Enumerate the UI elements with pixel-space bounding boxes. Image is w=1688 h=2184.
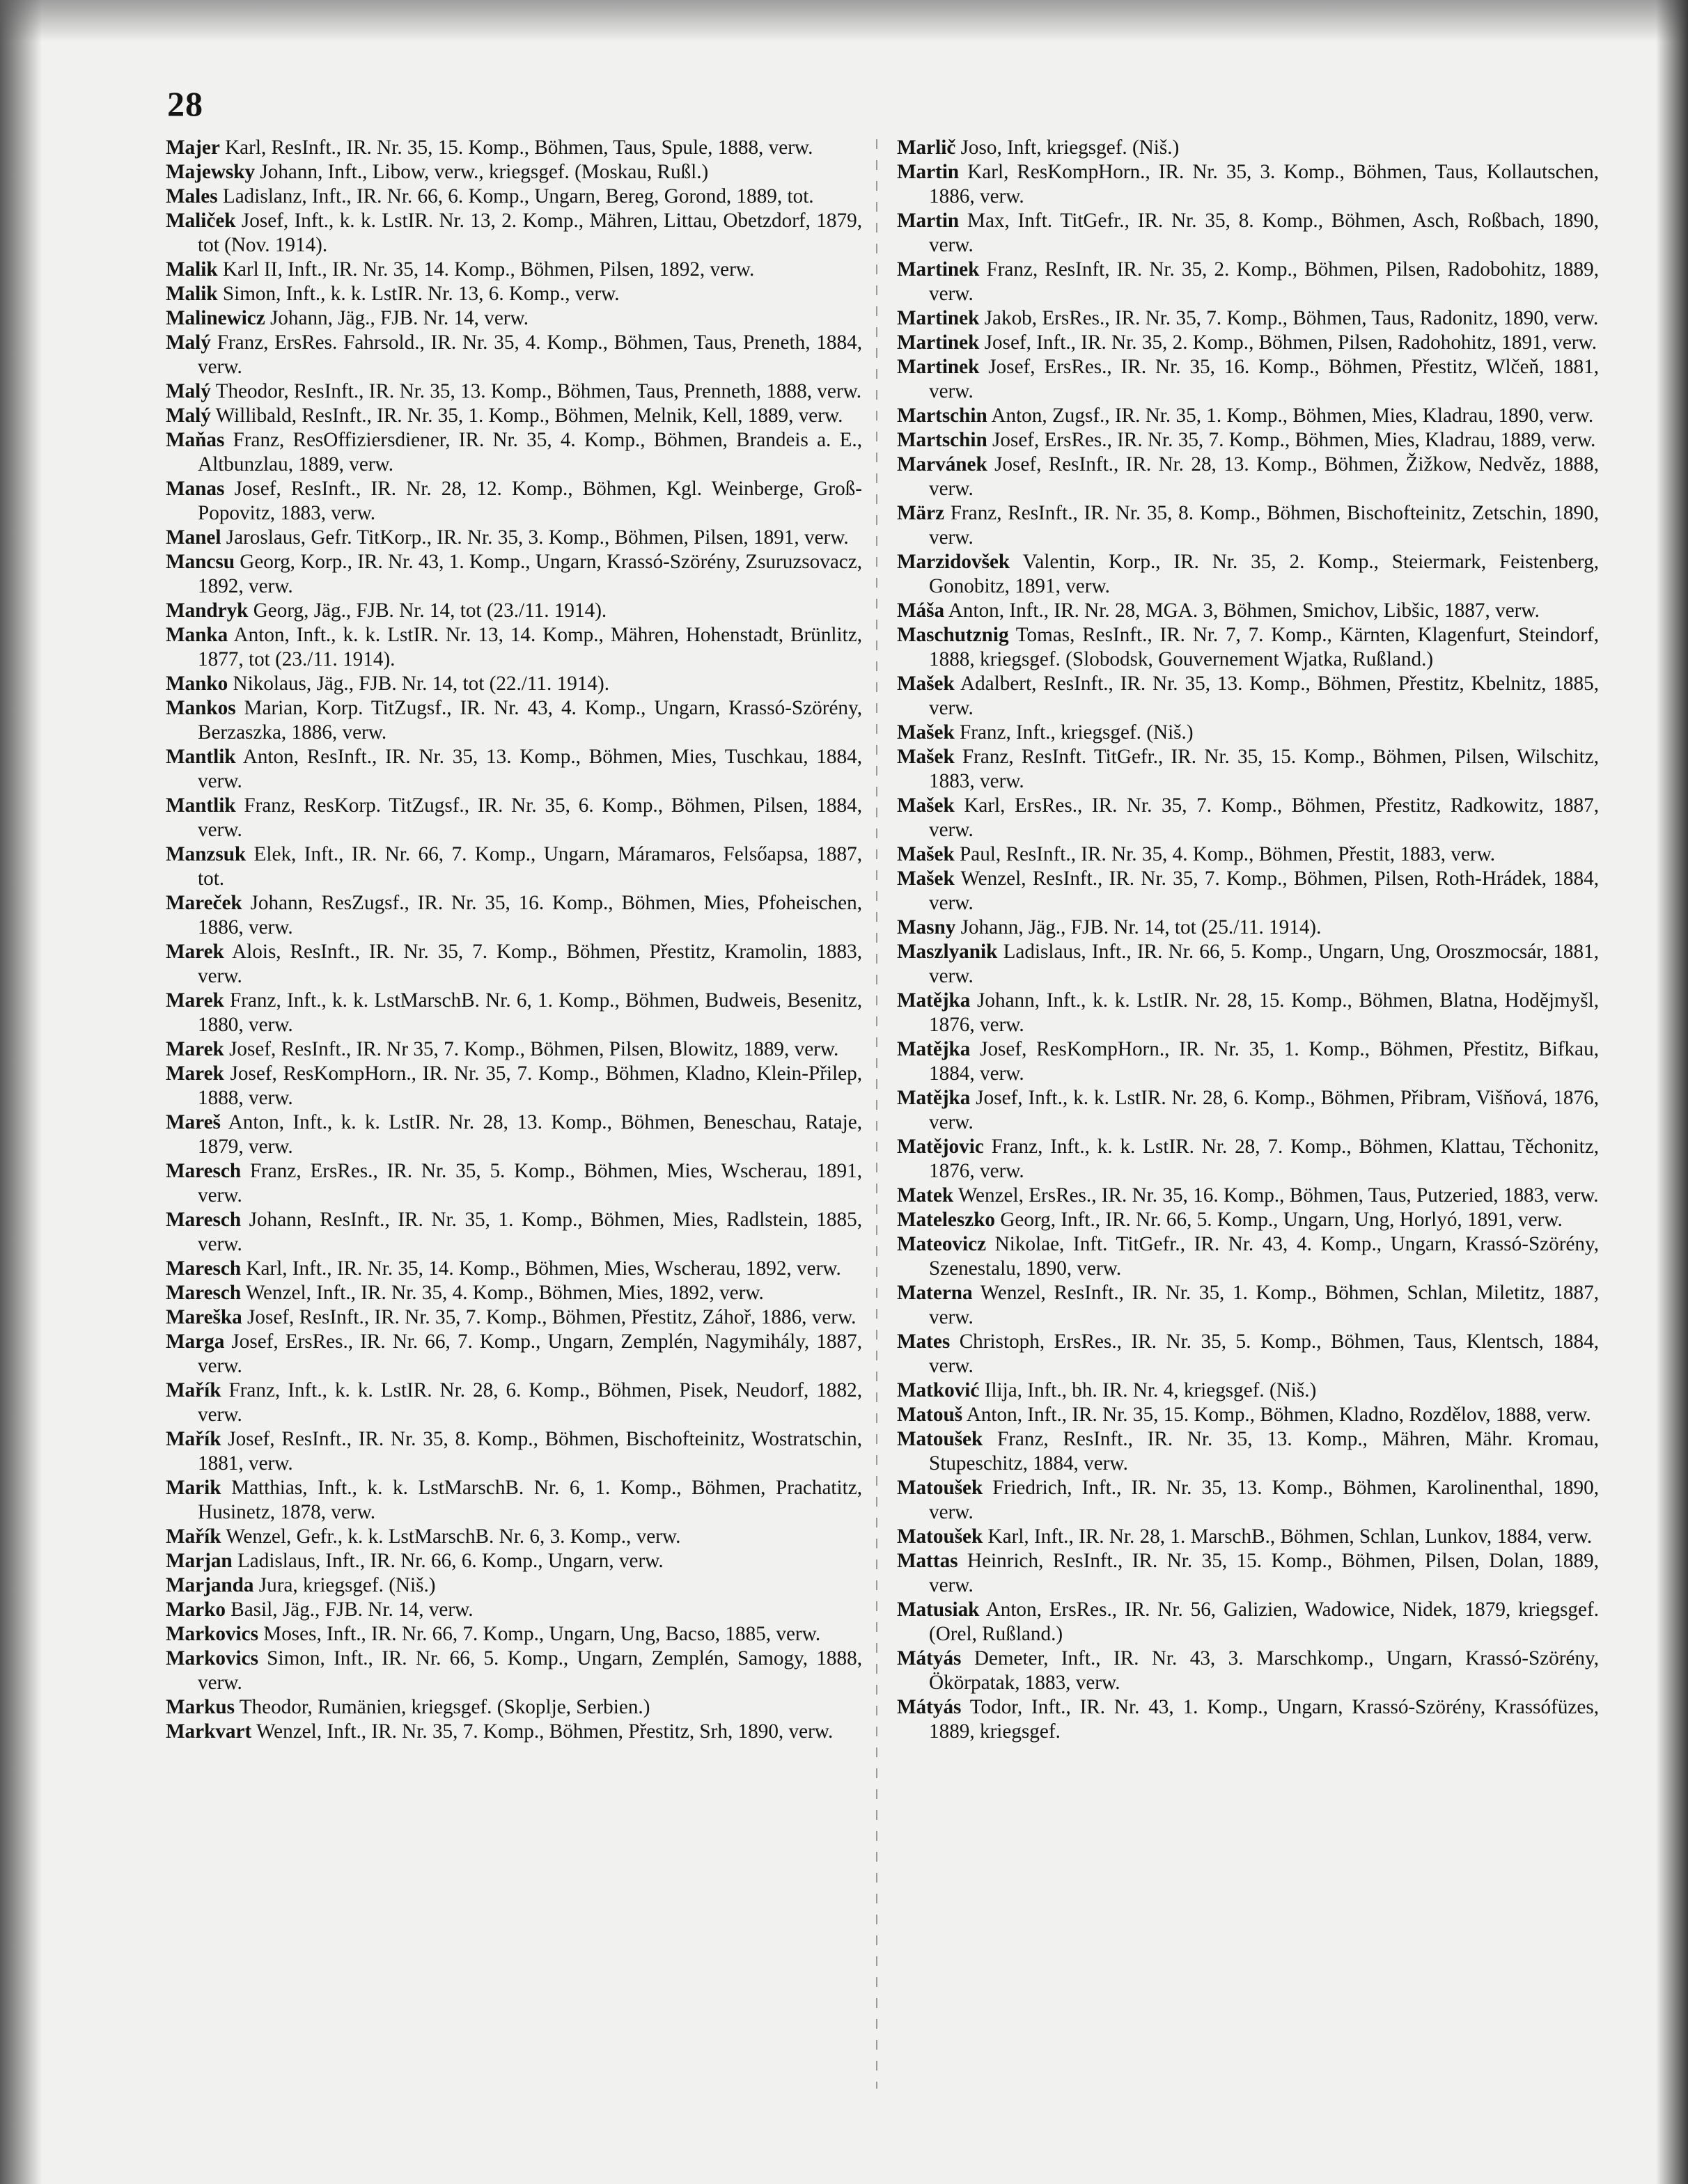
entry-surname: Martinek	[897, 356, 980, 378]
entry-surname: Mařík	[166, 1525, 221, 1548]
register-entry	[897, 550, 1599, 599]
entry-details: Marian, Korp. TitZugsf., IR. Nr. 43, 4. Komp., Ungarn, Krassó-Szörény, Berzaszka, 1886, verw.	[198, 697, 862, 744]
entry-surname: Mateovicz	[897, 1233, 987, 1255]
entry-details: Adalbert, ResInft., IR. Nr. 35, 13. Komp., Böhmen, Přestitz, Kbelnitz, 1885, verw.	[929, 673, 1599, 719]
entry-surname: Martin	[897, 210, 960, 232]
entry-surname: Mateleszko	[897, 1209, 996, 1231]
register-entry	[897, 258, 1599, 306]
entry-details: Josef, ResInft., IR. Nr. 35, 7. Komp., Böhmen, Přestitz, Záhoř, 1886, verw.	[242, 1306, 857, 1328]
register-entry	[166, 1647, 862, 1695]
entry-details: Nikolaus, Jäg., FJB. Nr. 14, tot (22./11. 1914).	[228, 673, 610, 695]
register-entry	[166, 745, 862, 794]
entry-details: Josef, ErsRes., IR. Nr. 35, 7. Komp., Böhmen, Mies, Kladrau, 1889, verw.	[987, 429, 1596, 451]
scan-shadow-left	[0, 0, 42, 2184]
register-entry	[166, 1525, 862, 1549]
entry-details: Franz, ResInft., IR. Nr. 35, 13. Komp., Mähren, Mähr. Kromau, Stupeschitz, 1884, verw.	[929, 1428, 1599, 1475]
entry-surname: Marek	[166, 941, 224, 963]
entry-surname: Mařík	[166, 1379, 221, 1401]
entry-surname: Malik	[166, 258, 218, 281]
entry-details: Moses, Inft., IR. Nr. 66, 7. Komp., Ungarn, Ung, Bacso, 1885, verw.	[258, 1623, 821, 1645]
register-entry	[897, 453, 1599, 501]
entry-surname: Marjan	[166, 1550, 233, 1572]
entry-details: Franz, ErsRes. Fahrsold., IR. Nr. 35, 4. Komp., Böhmen, Taus, Preneth, 1884, verw.	[198, 331, 862, 378]
entry-surname: Marzidovšek	[897, 551, 1010, 573]
register-entry	[897, 1232, 1599, 1281]
entry-surname: Mankos	[166, 697, 236, 719]
entry-surname: Markovics	[166, 1647, 258, 1670]
register-entry	[897, 1476, 1599, 1525]
entry-surname: Mandryk	[166, 599, 249, 622]
entry-details: Josef, ErsRes., IR. Nr. 66, 7. Komp., Ungarn, Zemplén, Nagymihály, 1887, verw.	[198, 1330, 862, 1377]
entry-details: Franz, ResInft., IR. Nr. 35, 8. Komp., Böhmen, Bischofteinitz, Zetschin, 1890, verw.	[929, 502, 1599, 549]
entry-surname: Malý	[166, 404, 211, 427]
register-entry	[897, 1037, 1599, 1086]
entry-surname: Mařík	[166, 1428, 221, 1450]
entry-surname: Materna	[897, 1282, 973, 1304]
entry-details: Nikolae, Inft. TitGefr., IR. Nr. 43, 4. Komp., Ungarn, Krassó-Szörény, Szenestalu, 1890, verw.	[929, 1233, 1599, 1280]
entry-surname: Marlič	[897, 136, 956, 159]
entry-details: Anton, Zugsf., IR. Nr. 35, 1. Komp., Böhmen, Mies, Kladrau, 1890, verw.	[987, 404, 1594, 427]
entry-details: Elek, Inft., IR. Nr. 66, 7. Komp., Ungarn, Máramaros, Felsőapsa, 1887, tot.	[198, 843, 862, 890]
register-entry	[897, 940, 1599, 989]
entry-surname: Markvart	[166, 1720, 252, 1743]
entry-details: Anton, Inft., k. k. LstIR. Nr. 28, 13. Komp., Böhmen, Beneschau, Rataje, 1879, verw.	[198, 1111, 862, 1158]
register-entry	[897, 916, 1599, 940]
entry-details: Franz, ResInft. TitGefr., IR. Nr. 35, 15. Komp., Böhmen, Pilsen, Wilschitz, 1883, verw.	[929, 746, 1599, 792]
register-entry	[166, 404, 862, 428]
entry-details: Josef, Inft., IR. Nr. 35, 2. Komp., Böhmen, Pilsen, Radohohitz, 1891, verw.	[979, 331, 1597, 354]
entry-details: Anton, Inft., IR. Nr. 28, MGA. 3, Böhmen, Smichov, Libšic, 1887, verw.	[944, 599, 1540, 622]
entry-details: Josef, Inft., k. k. LstIR. Nr. 28, 6. Komp., Böhmen, Přibram, Višňová, 1876, verw.	[929, 1087, 1599, 1133]
entry-details: Wenzel, ErsRes., IR. Nr. 35, 16. Komp., Böhmen, Taus, Putzeried, 1883, verw.	[953, 1184, 1599, 1207]
register-entry	[897, 1330, 1599, 1378]
register-entry	[166, 306, 862, 331]
entry-surname: Manka	[166, 624, 228, 646]
entry-details: Georg, Jäg., FJB. Nr. 14, tot (23./11. 1914).	[248, 599, 607, 622]
entry-details: Karl, ResKompHorn., IR. Nr. 35, 3. Komp., Böhmen, Taus, Kollautschen, 1886, verw.	[929, 161, 1599, 207]
scan-shadow-top	[0, 0, 1688, 42]
entry-surname: Malik	[166, 283, 218, 305]
register-entry	[897, 160, 1599, 209]
register-entry	[166, 1208, 862, 1257]
entry-surname: Mátyás	[897, 1696, 962, 1718]
entry-surname: Matek	[897, 1184, 954, 1207]
entry-details: Karl, ErsRes., IR. Nr. 35, 7. Komp., Böhmen, Přestitz, Radkowitz, 1887, verw.	[929, 794, 1599, 841]
entry-surname: Máša	[897, 599, 945, 622]
entry-surname: Maschutznig	[897, 624, 1009, 646]
register-entry	[897, 1208, 1599, 1232]
entry-details: Ladislaus, Inft., IR. Nr. 66, 6. Komp., Ungarn, verw.	[232, 1550, 664, 1572]
entry-details: Franz, Inft., k. k. LstMarschB. Nr. 6, 1. Komp., Böhmen, Budweis, Besenitz, 1880, verw.	[198, 989, 862, 1036]
column-divider	[876, 139, 877, 2089]
register-entry	[166, 1037, 862, 1062]
entry-details: Matthias, Inft., k. k. LstMarschB. Nr. 6, 1. Komp., Böhmen, Prachatitz, Husinetz, 1878, verw.	[198, 1477, 862, 1523]
entry-details: Josef, ResInft., IR. Nr. 28, 12. Komp., Böhmen, Kgl. Weinberge, Groß-Popovitz, 1883, verw.	[198, 478, 862, 524]
entry-details: Jaroslaus, Gefr. TitKorp., IR. Nr. 35, 3. Komp., Böhmen, Pilsen, 1891, verw.	[221, 526, 849, 549]
register-entry	[166, 550, 862, 599]
entry-surname: Marik	[166, 1477, 221, 1499]
entry-surname: Matković	[897, 1379, 980, 1401]
register-entry	[166, 1330, 862, 1378]
entry-surname: Matějka	[897, 1038, 971, 1060]
entry-surname: Mareš	[166, 1111, 221, 1133]
entry-details: Simon, Inft., IR. Nr. 66, 5. Komp., Ungarn, Zemplén, Samogy, 1888, verw.	[198, 1647, 862, 1694]
entry-surname: Martschin	[897, 429, 987, 451]
left-column	[166, 136, 862, 1744]
entry-surname: Marko	[166, 1598, 226, 1621]
entry-details: Anton, Inft., IR. Nr. 35, 15. Komp., Böhmen, Kladno, Rozdělov, 1888, verw.	[962, 1404, 1591, 1426]
register-entry	[166, 1305, 862, 1330]
entry-details: Heinrich, ResInft., IR. Nr. 35, 15. Komp., Böhmen, Pilsen, Dolan, 1889, verw.	[929, 1550, 1599, 1596]
register-entry	[166, 599, 862, 623]
register-entry	[897, 599, 1599, 623]
entry-details: Karl, Inft., IR. Nr. 35, 14. Komp., Böhmen, Mies, Wscherau, 1892, verw.	[241, 1257, 841, 1280]
register-entry	[166, 1598, 862, 1622]
register-entry	[897, 1598, 1599, 1647]
entry-details: Theodor, Rumänien, kriegsgef. (Skoplje, Serbien.)	[234, 1696, 650, 1718]
entry-details: Wenzel, Inft., IR. Nr. 35, 7. Komp., Böhmen, Přestitz, Srh, 1890, verw.	[251, 1720, 834, 1743]
entry-surname: Mareček	[166, 892, 242, 914]
register-entry	[897, 1403, 1599, 1427]
entry-surname: Maresch	[166, 1282, 242, 1304]
register-entry	[166, 1622, 862, 1647]
register-entry	[166, 1695, 862, 1720]
entry-details: Alois, ResInft., IR. Nr. 35, 7. Komp., Böhmen, Přestitz, Kramolin, 1883, verw.	[198, 941, 862, 987]
register-entry	[897, 867, 1599, 916]
entry-surname: Malinewicz	[166, 307, 265, 329]
entry-details: Franz, Inft., k. k. LstIR. Nr. 28, 6. Komp., Böhmen, Pisek, Neudorf, 1882, verw.	[198, 1379, 862, 1426]
register-entry	[166, 1110, 862, 1159]
entry-surname: Mancsu	[166, 551, 235, 573]
entry-surname: Maňas	[166, 429, 225, 451]
entry-details: Willibald, ResInft., IR. Nr. 35, 1. Komp., Böhmen, Melnik, Kell, 1889, verw.	[210, 404, 843, 427]
register-entry	[897, 745, 1599, 794]
entry-surname: Matouš	[897, 1404, 963, 1426]
register-entry	[166, 1159, 862, 1208]
entry-details: Anton, Inft., k. k. LstIR. Nr. 13, 14. Komp., Mähren, Hohenstadt, Brünlitz, 1877, tot (23./11. 1914).	[198, 624, 862, 670]
entry-surname: Majewsky	[166, 161, 256, 183]
register-entry	[897, 209, 1599, 258]
entry-details: Paul, ResInft., IR. Nr. 35, 4. Komp., Böhmen, Přestit, 1883, verw.	[954, 843, 1496, 865]
register-entry	[897, 1135, 1599, 1184]
entry-details: Johann, ResInft., IR. Nr. 35, 1. Komp., Böhmen, Mies, Radlstein, 1885, verw.	[198, 1209, 862, 1255]
entry-details: Karl, Inft., IR. Nr. 28, 1. MarschB., Böhmen, Schlan, Lunkov, 1884, verw.	[983, 1525, 1593, 1548]
register-entry	[166, 1476, 862, 1525]
entry-details: Anton, ErsRes., IR. Nr. 56, Galizien, Wadowice, Nidek, 1879, kriegsgef. (Orel, Rußland.)	[929, 1598, 1599, 1645]
entry-surname: Maszlyanik	[897, 941, 998, 963]
entry-surname: Maresch	[166, 1160, 242, 1182]
register-entry	[897, 1184, 1599, 1208]
register-entry	[897, 355, 1599, 404]
register-entry	[897, 331, 1599, 355]
entry-surname: Marjanda	[166, 1574, 254, 1596]
register-entry	[897, 404, 1599, 428]
entry-details: Franz, ResOffiziersdiener, IR. Nr. 35, 4. Komp., Böhmen, Brandeis a. E., Altbunzlau, 1889, verw.	[198, 429, 862, 476]
entry-surname: Mantlik	[166, 794, 236, 817]
entry-details: Wenzel, Gefr., k. k. LstMarschB. Nr. 6, 3. Komp., verw.	[221, 1525, 681, 1548]
entry-surname: Mareška	[166, 1306, 242, 1328]
entry-details: Wenzel, ResInft., IR. Nr. 35, 7. Komp., Böhmen, Pilsen, Roth-Hrádek, 1884, verw.	[929, 867, 1599, 914]
right-column	[897, 136, 1599, 1744]
entry-surname: Martinek	[897, 307, 980, 329]
register-entry	[166, 794, 862, 842]
entry-surname: Maresch	[166, 1257, 242, 1280]
entry-surname: Martinek	[897, 258, 980, 281]
page-number: 28	[167, 84, 203, 123]
entry-details: Franz, ResInft, IR. Nr. 35, 2. Komp., Böhmen, Pilsen, Radobohitz, 1889, verw.	[929, 258, 1599, 305]
register-entry	[897, 623, 1599, 672]
entry-surname: Mašek	[897, 673, 955, 695]
register-entry	[166, 672, 862, 696]
register-entry	[897, 1695, 1599, 1744]
register-entry	[166, 477, 862, 526]
register-entry	[897, 501, 1599, 550]
register-entry	[897, 672, 1599, 721]
entry-details: Josef, ResInft., IR. Nr. 28, 13. Komp., Böhmen, Žižkow, Nedvěz, 1888, verw.	[929, 453, 1599, 500]
register-entry	[166, 1378, 862, 1427]
entry-surname: Mates	[897, 1330, 951, 1353]
entry-details: Josef, ResKompHorn., IR. Nr. 35, 7. Komp., Böhmen, Kladno, Klein-Přilep, 1888, verw.	[198, 1062, 862, 1109]
entry-surname: Marek	[166, 1038, 224, 1060]
entry-surname: Matoušek	[897, 1525, 983, 1548]
entry-surname: Maliček	[166, 210, 236, 232]
entry-surname: Manzsuk	[166, 843, 247, 865]
entry-details: Jakob, ErsRes., IR. Nr. 35, 7. Komp., Böhmen, Taus, Radonitz, 1890, verw.	[979, 307, 1599, 329]
entry-details: Johann, Jäg., FJB. Nr. 14, verw.	[265, 307, 529, 329]
register-entry	[897, 989, 1599, 1037]
entry-surname: Malý	[166, 331, 211, 354]
entry-surname: Martinek	[897, 331, 980, 354]
entry-details: Josef, ResInft., IR. Nr 35, 7. Komp., Böhmen, Pilsen, Blowitz, 1889, verw.	[224, 1038, 839, 1060]
entry-details: Friedrich, Inft., IR. Nr. 35, 13. Komp., Böhmen, Karolinenthal, 1890, verw.	[929, 1477, 1599, 1523]
register-entry	[897, 1086, 1599, 1135]
entry-surname: März	[897, 502, 945, 524]
entry-details: Johann, Jäg., FJB. Nr. 14, tot (25./11. 1914).	[955, 916, 1322, 938]
entry-surname: Marek	[166, 989, 224, 1012]
register-entry	[166, 696, 862, 745]
register-entry	[166, 623, 862, 672]
entry-details: Ladislanz, Inft., IR. Nr. 66, 6. Komp., Ungarn, Bereg, Gorond, 1889, tot.	[217, 185, 814, 207]
entry-details: Tomas, ResInft., IR. Nr. 7, 7. Komp., Kärnten, Klagenfurt, Steindorf, 1888, kriegsgef. (Slobodsk, Gouvernement Wjatka, Rußland.)	[929, 624, 1599, 670]
entry-surname: Mátyás	[897, 1647, 962, 1670]
entry-surname: Markovics	[166, 1623, 258, 1645]
register-entry	[897, 721, 1599, 745]
register-entry	[897, 842, 1599, 867]
entry-details: Joso, Inft, kriegsgef. (Niš.)	[955, 136, 1180, 159]
entry-details: Jura, kriegsgef. (Niš.)	[253, 1574, 436, 1596]
register-entry	[166, 160, 862, 184]
entry-surname: Mašek	[897, 746, 955, 768]
entry-details: Ladislaus, Inft., IR. Nr. 66, 5. Komp., Ungarn, Ung, Oroszmocsár, 1881, verw.	[929, 941, 1599, 987]
entry-surname: Mattas	[897, 1550, 958, 1572]
register-entry	[166, 1257, 862, 1281]
entry-details: Josef, Inft., k. k. LstIR. Nr. 13, 2. Komp., Mähren, Littau, Obetzdorf, 1879, tot (Nov. 1914).	[198, 210, 862, 256]
register-entry	[897, 428, 1599, 453]
entry-surname: Marek	[166, 1062, 224, 1085]
register-entry	[166, 989, 862, 1037]
entry-details: Basil, Jäg., FJB. Nr. 14, verw.	[225, 1598, 474, 1621]
entry-surname: Manko	[166, 673, 228, 695]
entry-details: Johann, Inft., Libow, verw., kriegsgef. (Moskau, Rußl.)	[255, 161, 709, 183]
register-entry	[166, 379, 862, 404]
entry-details: Franz, Inft., k. k. LstIR. Nr. 28, 7. Komp., Böhmen, Klattau, Těchonitz, 1876, verw.	[929, 1136, 1599, 1182]
entry-surname: Mašek	[897, 794, 955, 817]
entry-details: Demeter, Inft., IR. Nr. 43, 3. Marschkomp., Ungarn, Krassó-Szörény, Ökörpatak, 1883, verw.	[929, 1647, 1599, 1694]
entry-surname: Matoušek	[897, 1477, 983, 1499]
entry-details: Karl, ResInft., IR. Nr. 35, 15. Komp., Böhmen, Taus, Spule, 1888, verw.	[219, 136, 813, 159]
entry-surname: Markus	[166, 1696, 235, 1718]
entry-details: Franz, ResKorp. TitZugsf., IR. Nr. 35, 6. Komp., Böhmen, Pilsen, 1884, verw.	[198, 794, 862, 841]
register-entry	[166, 1062, 862, 1110]
entry-surname: Males	[166, 185, 218, 207]
entry-surname: Malý	[166, 380, 211, 402]
entry-details: Josef, ResKompHorn., IR. Nr. 35, 1. Komp., Böhmen, Přestitz, Bifkau, 1884, verw.	[929, 1038, 1599, 1085]
entry-details: Franz, Inft., kriegsgef. (Niš.)	[954, 721, 1194, 744]
register-entry	[166, 136, 862, 160]
entry-surname: Manas	[166, 478, 225, 500]
entry-surname: Matějovic	[897, 1136, 984, 1158]
register-entry	[166, 1573, 862, 1598]
register-entry	[166, 1549, 862, 1573]
register-entry	[166, 1720, 862, 1744]
register-entry	[897, 794, 1599, 842]
entry-details: Georg, Inft., IR. Nr. 66, 5. Komp., Ungarn, Ung, Horlyó, 1891, verw.	[995, 1209, 1563, 1231]
register-entry	[166, 428, 862, 477]
entry-details: Theodor, ResInft., IR. Nr. 35, 13. Komp., Böhmen, Taus, Prenneth, 1888, verw.	[210, 380, 862, 402]
register-entry	[897, 136, 1599, 160]
entry-surname: Mašek	[897, 867, 955, 890]
entry-surname: Majer	[166, 136, 220, 159]
entry-surname: Masny	[897, 916, 956, 938]
register-entry	[166, 1281, 862, 1305]
register-entry	[166, 282, 862, 306]
entry-surname: Mantlik	[166, 746, 236, 768]
entry-surname: Matusiak	[897, 1598, 980, 1621]
entry-details: Anton, ResInft., IR. Nr. 35, 13. Komp., Böhmen, Mies, Tuschkau, 1884, verw.	[198, 746, 862, 792]
register-entry	[166, 526, 862, 550]
register-entry	[166, 184, 862, 209]
entry-surname: Mašek	[897, 721, 955, 744]
entry-details: Johann, Inft., k. k. LstIR. Nr. 28, 15. Komp., Böhmen, Blatna, Hodějmyšl, 1876, verw.	[929, 989, 1599, 1036]
register-entry	[897, 1281, 1599, 1330]
entry-surname: Matoušek	[897, 1428, 983, 1450]
register-entry	[166, 842, 862, 891]
entry-surname: Manel	[166, 526, 221, 549]
entry-details: Christoph, ErsRes., IR. Nr. 35, 5. Komp., Böhmen, Taus, Klentsch, 1884, verw.	[929, 1330, 1599, 1377]
register-entry	[166, 209, 862, 258]
entry-surname: Martschin	[897, 404, 987, 427]
entry-details: Ilija, Inft., bh. IR. Nr. 4, kriegsgef. (Niš.)	[979, 1379, 1317, 1401]
entry-details: Todor, Inft., IR. Nr. 43, 1. Komp., Ungarn, Krassó-Szörény, Krassófüzes, 1889, kriegsgef.	[929, 1696, 1599, 1743]
register-entry	[897, 1549, 1599, 1598]
register-entry	[897, 1378, 1599, 1403]
entry-details: Johann, ResZugsf., IR. Nr. 35, 16. Komp., Böhmen, Mies, Pfoheischen, 1886, verw.	[198, 892, 862, 938]
entry-surname: Matějka	[897, 1087, 971, 1109]
entry-details: Josef, ResInft., IR. Nr. 35, 8. Komp., Böhmen, Bischofteinitz, Wostratschin, 1881, verw.	[198, 1428, 862, 1475]
register-entry	[166, 891, 862, 940]
entry-details: Karl II, Inft., IR. Nr. 35, 14. Komp., Böhmen, Pilsen, 1892, verw.	[217, 258, 755, 281]
entry-details: Wenzel, ResInft., IR. Nr. 35, 1. Komp., Böhmen, Schlan, Miletitz, 1887, verw.	[929, 1282, 1599, 1328]
register-entry	[897, 306, 1599, 331]
entry-surname: Martin	[897, 161, 960, 183]
entry-surname: Mašek	[897, 843, 955, 865]
register-entry	[166, 258, 862, 282]
register-entry	[897, 1427, 1599, 1476]
register-entry	[897, 1525, 1599, 1549]
entry-surname: Maresch	[166, 1209, 242, 1231]
register-entry	[166, 940, 862, 989]
entry-details: Georg, Korp., IR. Nr. 43, 1. Komp., Ungarn, Krassó-Szörény, Zsuruzsovacz, 1892, verw.	[198, 551, 862, 597]
scan-shadow-right	[1656, 0, 1688, 2184]
entry-details: Simon, Inft., k. k. LstIR. Nr. 13, 6. Komp., verw.	[217, 283, 620, 305]
register-entry	[166, 1427, 862, 1476]
entry-details: Josef, ErsRes., IR. Nr. 35, 16. Komp., Böhmen, Přestitz, Wlčeň, 1881, verw.	[929, 356, 1599, 402]
register-entry	[897, 1647, 1599, 1695]
entry-details: Wenzel, Inft., IR. Nr. 35, 4. Komp., Böhmen, Mies, 1892, verw.	[241, 1282, 764, 1304]
entry-surname: Marvánek	[897, 453, 987, 476]
entry-details: Max, Inft. TitGefr., IR. Nr. 35, 8. Komp., Böhmen, Asch, Roßbach, 1890, verw.	[929, 210, 1599, 256]
entry-surname: Marga	[166, 1330, 225, 1353]
entry-surname: Matějka	[897, 989, 971, 1012]
entry-details: Valentin, Korp., IR. Nr. 35, 2. Komp., Steiermark, Feistenberg, Gonobitz, 1891, verw.	[929, 551, 1599, 597]
register-entry	[166, 331, 862, 379]
entry-details: Franz, ErsRes., IR. Nr. 35, 5. Komp., Böhmen, Mies, Wscherau, 1891, verw.	[198, 1160, 862, 1207]
